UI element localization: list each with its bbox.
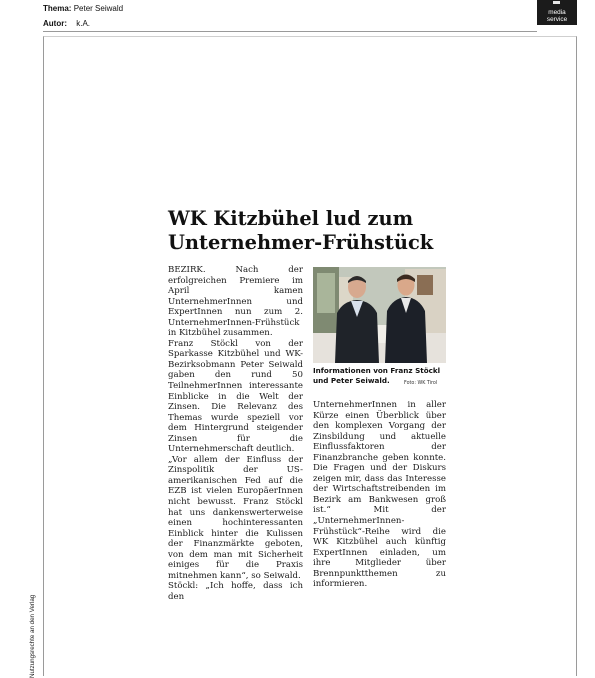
article-photo bbox=[313, 267, 446, 363]
article-column-right bbox=[313, 400, 446, 590]
autor-label: Autor: bbox=[43, 19, 67, 28]
paragraph-quote-stoeckl-start: Stöckl: „Ich hoffe, dass ich den bbox=[168, 581, 303, 602]
meta-autor bbox=[43, 19, 90, 29]
photo-two-men-illustration bbox=[313, 267, 446, 363]
headline-line1: WK Kitzbühel lud zum bbox=[168, 207, 414, 230]
paragraph-intro: BEZIRK. Nach der erfolgreichen Premiere im April kamen UnternehmerInnen und ExpertInnen nun zum 2. UnternehmerInnen-Frühstück in Kitzbühel zusammen. bbox=[168, 265, 303, 339]
media-service-logo bbox=[537, 0, 577, 25]
meta-thema bbox=[43, 4, 123, 14]
paragraph-speakers: Franz Stöckl von der Sparkasse Kitzbühel und WK-Bezirksobmann Peter Seiwald gaben den rund 50 TeilnehmerInnen interessante Einblicke in die Welt der Zinsen. Die Relevanz des Themas wurde speziell vor dem Hintergrund steigender Zinsen für die Unternehmerschaft deutlich. bbox=[168, 338, 303, 455]
thema-label: Thema: bbox=[43, 4, 72, 13]
headline-line2: Unternehmer-Frühstück bbox=[168, 231, 434, 254]
logo-line1: media bbox=[548, 9, 566, 16]
autor-value: k.A. bbox=[76, 19, 91, 28]
paragraph-quote-stoeckl-end: UnternehmerInnen in aller Kürze einen Überblick über den komplexen Vorgang der Zinsbildung und aktuelle Einflussfaktoren der Finanzbranche geben konnte. Die Fragen und der Diskurs zeigen mir, dass das Interesse der Wirtschaftstreibenden im Bezirk am Bankwesen groß ist.“ Mit der „UnternehmerInnen-Frühstück“-Reihe wird die WK Kitzbühel auch künftig ExpertInnen einladen, um ihre Mitglieder über Brennpunktthemen zu informieren. bbox=[313, 400, 446, 590]
article-headline bbox=[168, 207, 488, 255]
paragraph-quote-seiwald: „Vor allem der Einfluss der Zinspolitik der US-amerikanischen Fed auf die EZB ist vielen EuropäerInnen nicht bewusst. Franz Stöckl hat uns dankenswerterweise einen hochinteressanten Einblick hinter die Kulissen der Finanzmärkte geboten, von dem man mit Sicherheit einiges für die Praxis mitnehmen kann“, so Seiwald. bbox=[168, 454, 303, 581]
header-divider bbox=[43, 31, 537, 32]
photo-caption: Informationen von Franz Stöckl und Peter Seiwald. bbox=[313, 366, 441, 385]
copyright-note: Nutzungsrechte an den Verlag bbox=[29, 594, 36, 678]
logo-mark-icon bbox=[553, 1, 560, 4]
photo-credit: Foto: WK Tirol bbox=[404, 381, 438, 386]
article-column-left bbox=[168, 265, 303, 603]
clipping-frame bbox=[43, 36, 577, 676]
logo-line2: service bbox=[546, 16, 568, 23]
thema-value: Peter Seiwald bbox=[73, 4, 124, 13]
